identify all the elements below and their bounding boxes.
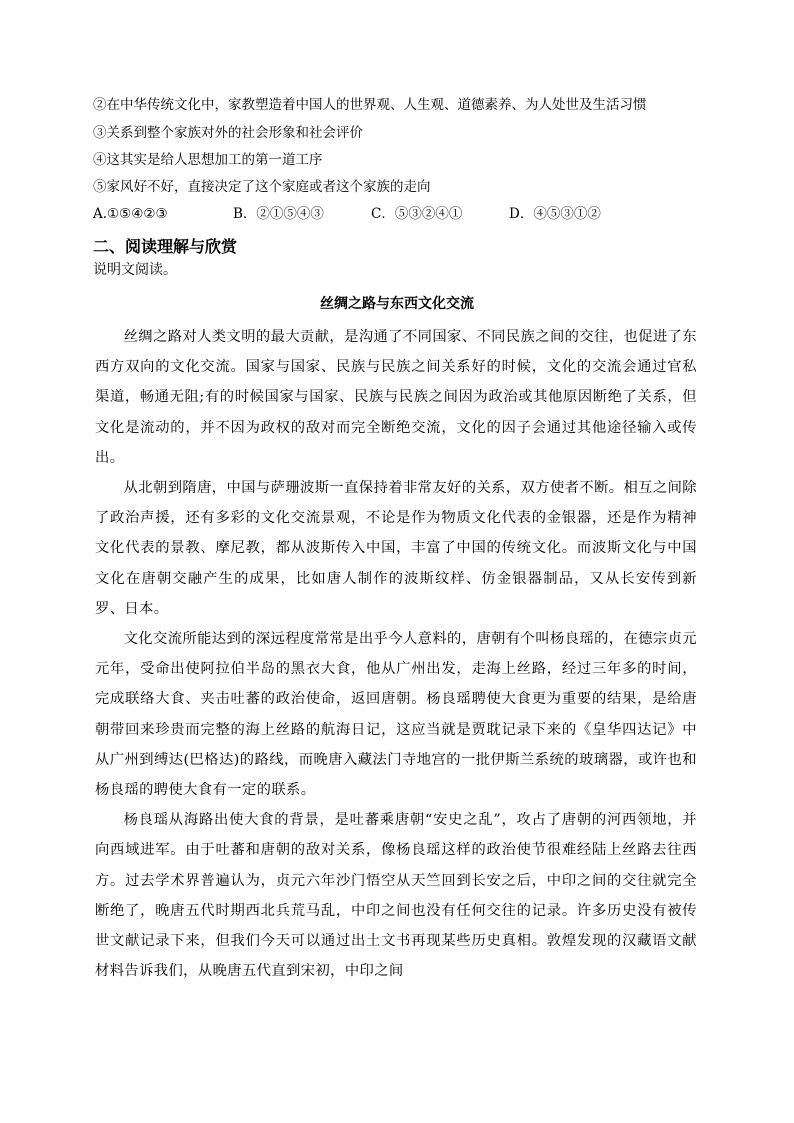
paragraph-2: 从北朝到隋唐，中国与萨珊波斯一直保持着非常友好的关系，双方使者不断。相互之间除了政治声援，还有多彩的文化交流景观，不论是作为物质文化代表的金银器，还是作为精神文化代表的景教、摩尼教，都从波斯传入中国，丰富了中国的传统文化。而波斯文化与中国文化在唐朝交融产生的成果，比如唐人制作的波斯纹样、仿金银器制品，又从长安传到新罗、日本。	[95, 480, 697, 617]
option-line-2: ②在中华传统文化中，家教塑造着中国人的世界观、人生观、道德素养、为人处世及生活习惯	[93, 97, 647, 113]
answer-choices	[93, 205, 601, 223]
article-body	[95, 322, 697, 986]
article-title: 丝绸之路与东西文化交流	[320, 296, 474, 312]
option-line-5: ⑤家风好不好，直接决定了这个家庭或者这个家族的走向	[93, 179, 431, 195]
choice-a: A.①⑤④②③	[93, 206, 168, 222]
paragraph-1: 丝绸之路对人类文明的最大贡献，是沟通了不同国家、不同民族之间的交往，也促进了东西方双向的文化交流。国家与国家、民族与民族之间关系好的时候，文化的交流会通过官私渠道，畅通无阻;有的时候国家与国家、民族与民族之间因为政治或其他原因断绝了关系，但文化是流动的，并不因为政权的敌对而完全断绝交流，文化的因子会通过其他途径输入或传出。	[95, 329, 697, 466]
choice-c: C．⑤③②④①	[371, 206, 463, 222]
paragraph-3: 文化交流所能达到的深远程度常常是出乎今人意料的，唐朝有个叫杨良瑶的，在德宗贞元元年，受命出使阿拉伯半岛的黑衣大食，他从广州出发，走海上丝路，经过三年多的时间，完成联络大食、夹击吐蕃的政治使命，返回唐朝。杨良瑶聘使大食更为重要的结果，是给唐朝带回来珍贵而完整的海上丝路的航海日记，这应当就是贾耽记录下来的《皇华四达记》中从广州到缚达(巴格达)的路线，而晚唐入藏法门寺地宫的一批伊斯兰系统的玻璃器，或许也和杨良瑶的聘使大食有一定的联系。	[95, 631, 697, 799]
choice-b: B．②①⑤④③	[233, 206, 324, 222]
option-line-3: ③关系到整个家族对外的社会形象和社会评价	[93, 125, 363, 141]
choice-d: D．④⑤③①②	[509, 206, 601, 222]
paragraph-4: 杨良瑶从海路出使大食的背景，是吐蕃乘唐朝“安史之乱”，攻占了唐朝的河西领地，并向西域进军。由于吐蕃和唐朝的敌对关系，像杨良瑶这样的政治使节很难经陆上丝路去往西方。过去学术界普遍认为，贞元六年沙门悟空从天竺回到长安之后，中印之间的交往就完全断绝了，晚唐五代时期西北兵荒马乱，中印之间也没有任何交往的记录。许多历史没有被传世文献记录下来，但我们今天可以通过出土文书再现某些历史真相。敦煌发现的汉藏语文献材料告诉我们，从晚唐五代直到宋初，中印之间	[95, 812, 697, 980]
section-intro: 说明文阅读。	[93, 262, 177, 278]
option-line-4: ④这其实是给人思想加工的第一道工序	[93, 152, 323, 168]
section-heading: 二、阅读理解与欣赏	[93, 237, 238, 256]
